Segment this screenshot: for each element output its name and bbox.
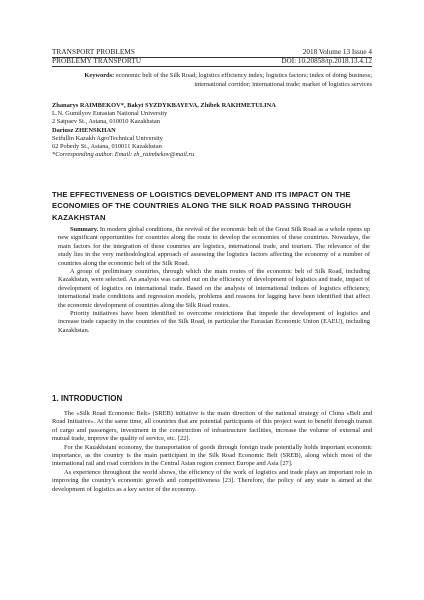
corresponding-author: *Corresponding author. Email: zh_raimbekov@mail.ru — [52, 151, 195, 159]
journal-name-en: TRANSPORT PROBLEMS — [52, 48, 135, 56]
author-block — [52, 102, 372, 159]
keywords — [52, 72, 372, 89]
header-rule-1 — [52, 57, 372, 58]
author-names-1: Zhanarys RAIMBEKOV*, Bakyt SYZDYKBAYEVA, Zhibek RAKHMETULINA — [52, 102, 276, 109]
affiliation-2: Seifullin Kazakh AgroTechnical University — [52, 134, 163, 142]
keywords-text: economic belt of the Silk Road; logistics efficiency index; logistics factors; index of doing business; international corridor; international trade; market of logistics services — [115, 72, 372, 88]
address-2: 62 Pobedy St., Astana, 010011 Kazakhstan — [52, 143, 162, 151]
abstract-paragraph-3: Priority initiatives have been identified to overcome restrictions that impede the development of logistics and increase trade capacity in the countries of the Silk Road, in particular the Eurasian Economic Union (EAEU), including Kazakhstan. — [58, 310, 370, 334]
intro-paragraph-2: For the Kazakhstani economy, the transportation of goods through foreign trade potentially holds important economic importance, as the country is the main participant in the Silk Road Economic Belt (SREB), along which most of the international rail and road corridors in the Central Asian region connect Europe and Asia [27]. — [52, 443, 372, 468]
header-rule-2 — [52, 66, 372, 67]
journal-name-pl: PROBLEMY TRANSPORTU — [52, 57, 142, 65]
introduction-body — [52, 410, 372, 494]
abstract — [58, 226, 370, 335]
author-names-2: Dariusz ZHENSKHAN — [52, 126, 116, 134]
abstract-paragraph-2: A group of preliminary countries, through which the main routes of the economic belt of Silk Road, including Kazakhstan, were selected. An analysis was carried out on the efficiency of development of logistics and trade, impact of development of logistics on international trade. Based on the analysis of international indices of logistics efficiency, international trade conditions and regression models, problems and reasons for lagging have been identified that affect the economic development of countries along the Silk Road routes. — [58, 268, 370, 309]
section-heading-introduction: 1. INTRODUCTION — [52, 394, 123, 403]
affiliation-1: L.N. Gumilyov Eurasian National University — [52, 110, 168, 118]
address-1: 2 Satpaev St., Astana, 010010 Kazakhstan — [52, 118, 160, 126]
abstract-label: Summary. — [70, 226, 99, 233]
intro-paragraph-3: As experience throughout the world shows, the efficiency of the work of logistics and trade plays an important role in improving the country's economic growth and competitiveness [23]. Therefore, the policy of any state is aimed at the development of logistics as a key sector of the economy. — [52, 468, 372, 493]
doi: DOI: 10.20858/tp.2018.13.4.12 — [281, 57, 372, 65]
paper-title: THE EFFECTIVENESS OF LOGISTICS DEVELOPMENT AND ITS IMPACT ON THE ECONOMIES OF THE COUNTRIES ALONG THE SILK ROAD PASSING THROUGH KAZAKHSTAN — [52, 190, 352, 222]
volume-issue: 2018 Volume 13 Issue 4 — [302, 48, 372, 56]
intro-paragraph-1: The «Silk Road Economic Belt» (SREB) initiative is the main direction of the national strategy of China «Belt and Road Initiative». At the same time, all countries that are potential participants of this project want to benefit through transit of cargo and passengers, investment in the construction of infrastructure facilities, increase the volume of external and mutual trade, improve the quality of service, etc. [22]. — [52, 410, 372, 443]
keywords-label: Keywords: — [84, 72, 115, 79]
abstract-text-1: In modern global conditions, the revival of the economic belt of the Great Silk Road as a whole opens up new significant opportunities for countries along the route to develop the economies of these countries. Nowadays, the main factors for the integration of these countries are logistics, international trade, and tourism. The relevance of the study lies in the very methodological approach of assessing the logistics factors affecting the economy of a number of countries along the economic belt of the Silk Road. — [58, 226, 370, 267]
abstract-paragraph-1 — [58, 226, 370, 268]
